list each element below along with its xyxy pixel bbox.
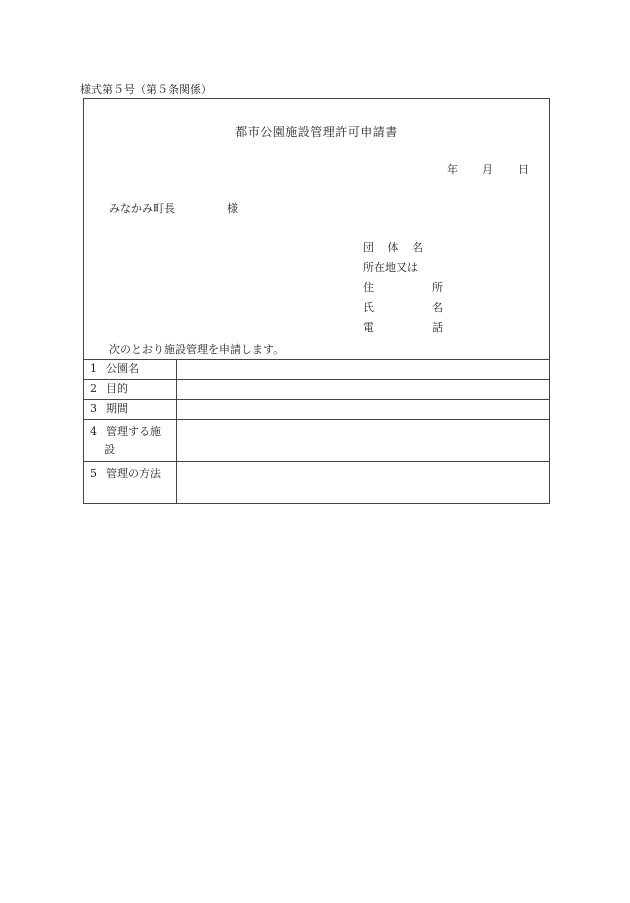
form-title: 都市公園施設管理許可申請書 <box>235 125 398 139</box>
item-label: 3 期間 <box>84 400 177 420</box>
application-form-frame <box>83 98 550 504</box>
applicant-address-label: 所在地又は <box>363 261 418 274</box>
table-row <box>84 420 550 462</box>
purpose-field[interactable] <box>177 380 550 400</box>
items-table <box>83 359 550 504</box>
date-month: 月 <box>482 163 493 176</box>
item-label: 5 管理の方法 <box>84 462 177 504</box>
park-name-field[interactable] <box>177 360 550 380</box>
applicant-name-label: 氏 名 <box>363 301 443 314</box>
addressee <box>109 200 238 216</box>
applicant-phone-label: 電 話 <box>363 321 443 334</box>
management-method-field[interactable] <box>177 462 550 504</box>
applicant-residence-label: 住 所 <box>363 281 443 294</box>
date-year: 年 <box>447 163 458 176</box>
table-row <box>84 462 550 504</box>
date-day: 日 <box>518 163 529 176</box>
item-label: 2 目的 <box>84 380 177 400</box>
intro-text: 次のとおり施設管理を申請します。 <box>109 343 285 356</box>
applicant-group-name-label: 団 体 名 <box>363 241 423 254</box>
period-field[interactable] <box>177 400 550 420</box>
addressee-honorific: 様 <box>227 202 238 215</box>
facility-field[interactable] <box>177 420 550 462</box>
table-row <box>84 360 550 380</box>
addressee-name: みなかみ町長 <box>109 202 175 215</box>
form-number: 様式第５号（第５条関係） <box>80 83 212 96</box>
item-label: 1 公園名 <box>84 360 177 380</box>
table-row <box>84 400 550 420</box>
applicant-block <box>363 238 443 338</box>
item-label: 4 管理する施 設 <box>84 420 177 462</box>
table-row <box>84 380 550 400</box>
